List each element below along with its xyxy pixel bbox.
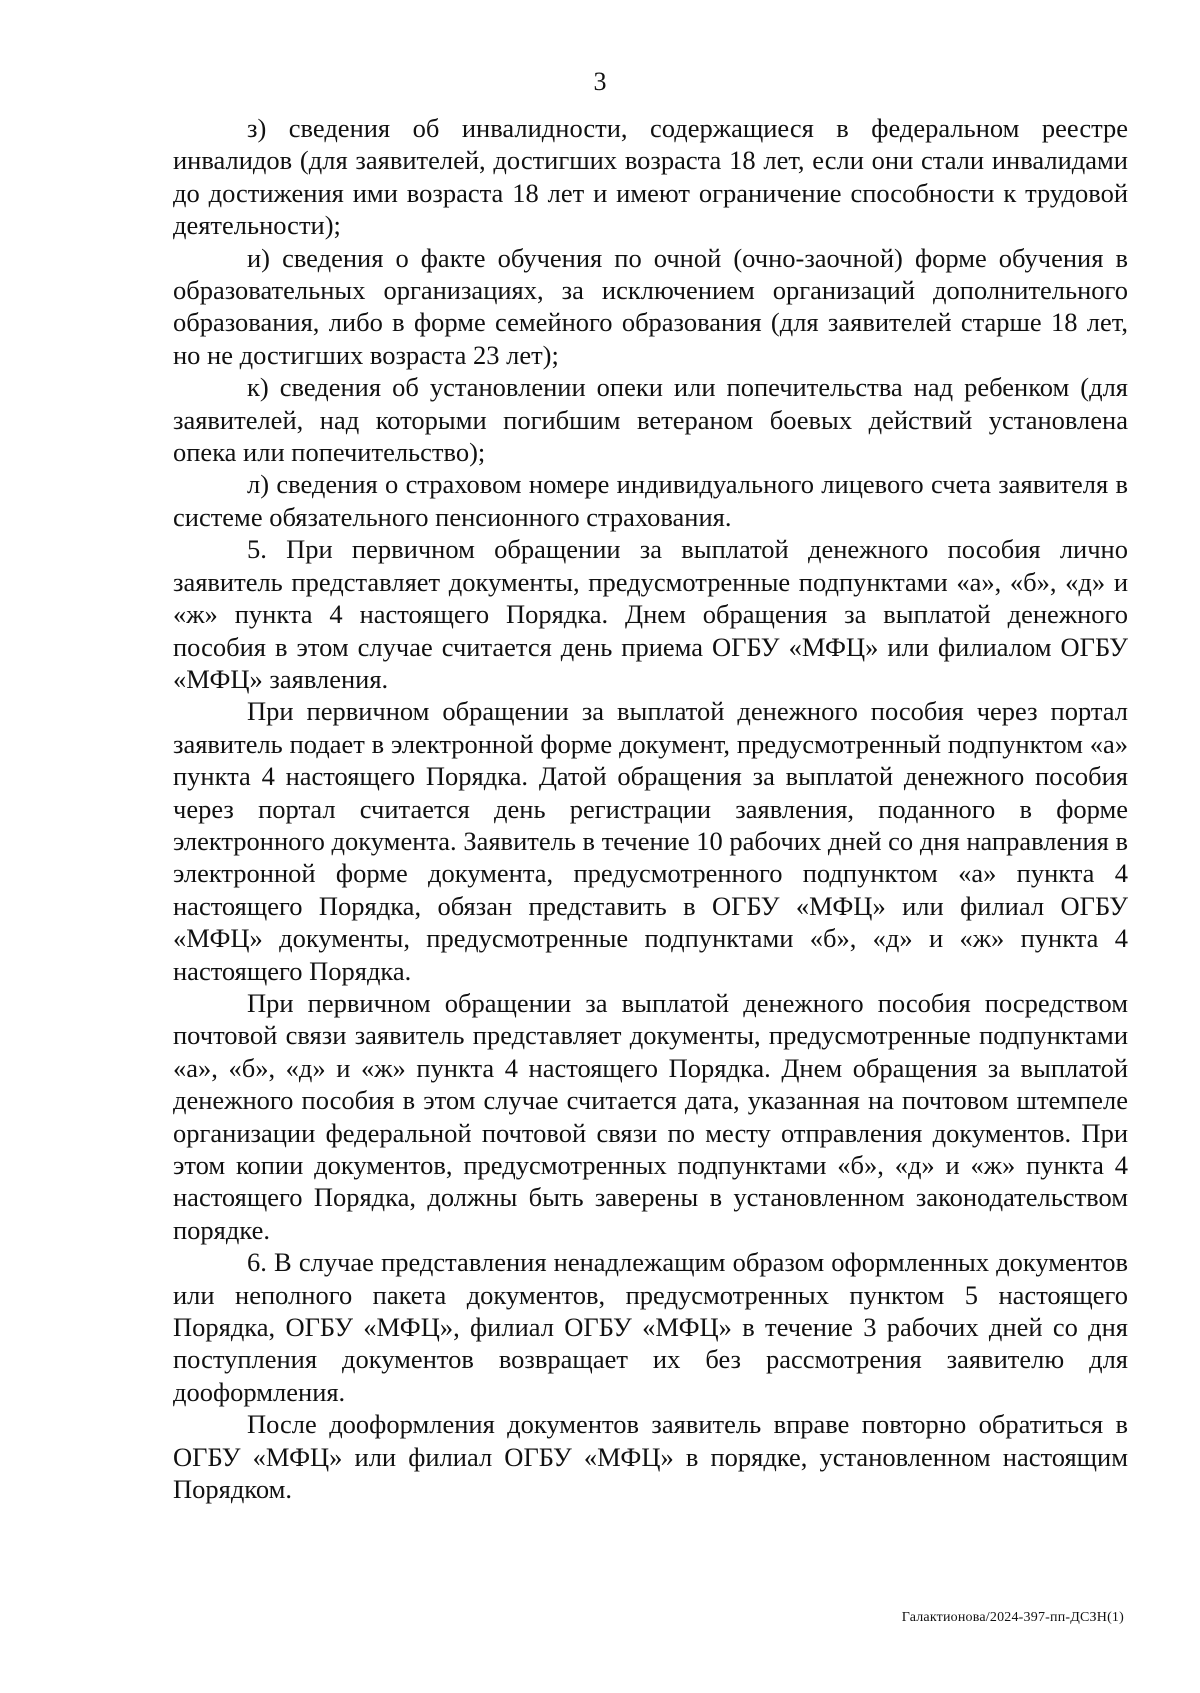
document-body bbox=[173, 112, 1128, 1505]
document-footer-code: Галактионова/2024-397-пп-ДСЗН(1) bbox=[901, 1610, 1124, 1625]
paragraph-subitem-k: к) сведения об установлении опеки или попечительства над ребенком (для заявителей, над которыми погибшим ветераном боевых действий установлена опека или попечительство); bbox=[173, 372, 1128, 468]
paragraph-subitem-z: з) сведения об инвалидности, содержащиеся в федеральном реестре инвалидов (для заявителей, достигших возраста 18 лет, если они стали инвалидами до достижения ими возраста 18 лет и имеют ограничение способности к трудовой деятельности); bbox=[173, 113, 1128, 241]
paragraph-item-6: 6. В случае представления ненадлежащим образом оформленных документов или неполного пакета документов, предусмотренных пунктом 5 настоящего Порядка, ОГБУ «МФЦ», филиал ОГБУ «МФЦ» в течение 3 рабочих дней со дня поступления документов возвращает их без рассмотрения заявителю для дооформления. bbox=[173, 1247, 1128, 1407]
paragraph-item-5: 5. При первичном обращении за выплатой денежного пособия лично заявитель представляет документы, предусмотренные подпунктами «а», «б», «д» и «ж» пункта 4 настоящего Порядка. Днем обращения за выплатой денежного пособия в этом случае считается день приема ОГБУ «МФЦ» или филиалом ОГБУ «МФЦ» заявления. bbox=[173, 534, 1128, 694]
paragraph-subitem-i: и) сведения о факте обучения по очной (очно-заочной) форме обучения в образовательных организациях, за исключением организаций дополнительного образования, либо в форме семейного образования (для заявителей старше 18 лет, но не достигших возраста 23 лет); bbox=[173, 242, 1128, 370]
paragraph-subitem-l: л) сведения о страховом номере индивидуального лицевого счета заявителя в системе обязательного пенсионного страхования. bbox=[173, 469, 1128, 532]
page-number: 3 bbox=[593, 67, 607, 96]
paragraph-portal-application: При первичном обращении за выплатой денежного пособия через портал заявитель подает в электронной форме документ, предусмотренный подпунктом «а» пункта 4 настоящего Порядка. Датой обращения за выплатой денежного пособия через портал считается день регистрации заявления, поданного в форме электронного документа. Заявитель в течение 10 рабочих дней со дня направления в электронной форме документа, предусмотренного подпунктом «а» пункта 4 настоящего Порядка, обязан представить в ОГБУ «МФЦ» или филиал ОГБУ «МФЦ» документы, предусмотренные подпунктами «б», «д» и «ж» пункта 4 настоящего Порядка. bbox=[173, 696, 1128, 986]
paragraph-reapplication: После дооформления документов заявитель вправе повторно обратиться в ОГБУ «МФЦ» или филиал ОГБУ «МФЦ» в порядке, установленном настоящим Порядком. bbox=[173, 1409, 1128, 1505]
paragraph-postal-application: При первичном обращении за выплатой денежного пособия посредством почтовой связи заявитель представляет документы, предусмотренные подпунктами «а», «б», «д» и «ж» пункта 4 настоящего Порядка. Днем обращения за выплатой денежного пособия в этом случае считается дата, указанная на почтовом штемпеле организации федеральной почтовой связи по месту отправления документов. При этом копии документов, предусмотренных подпунктами «б», «д» и «ж» пункта 4 настоящего Порядка, должны быть заверены в установленном законодательством порядке. bbox=[173, 987, 1128, 1245]
